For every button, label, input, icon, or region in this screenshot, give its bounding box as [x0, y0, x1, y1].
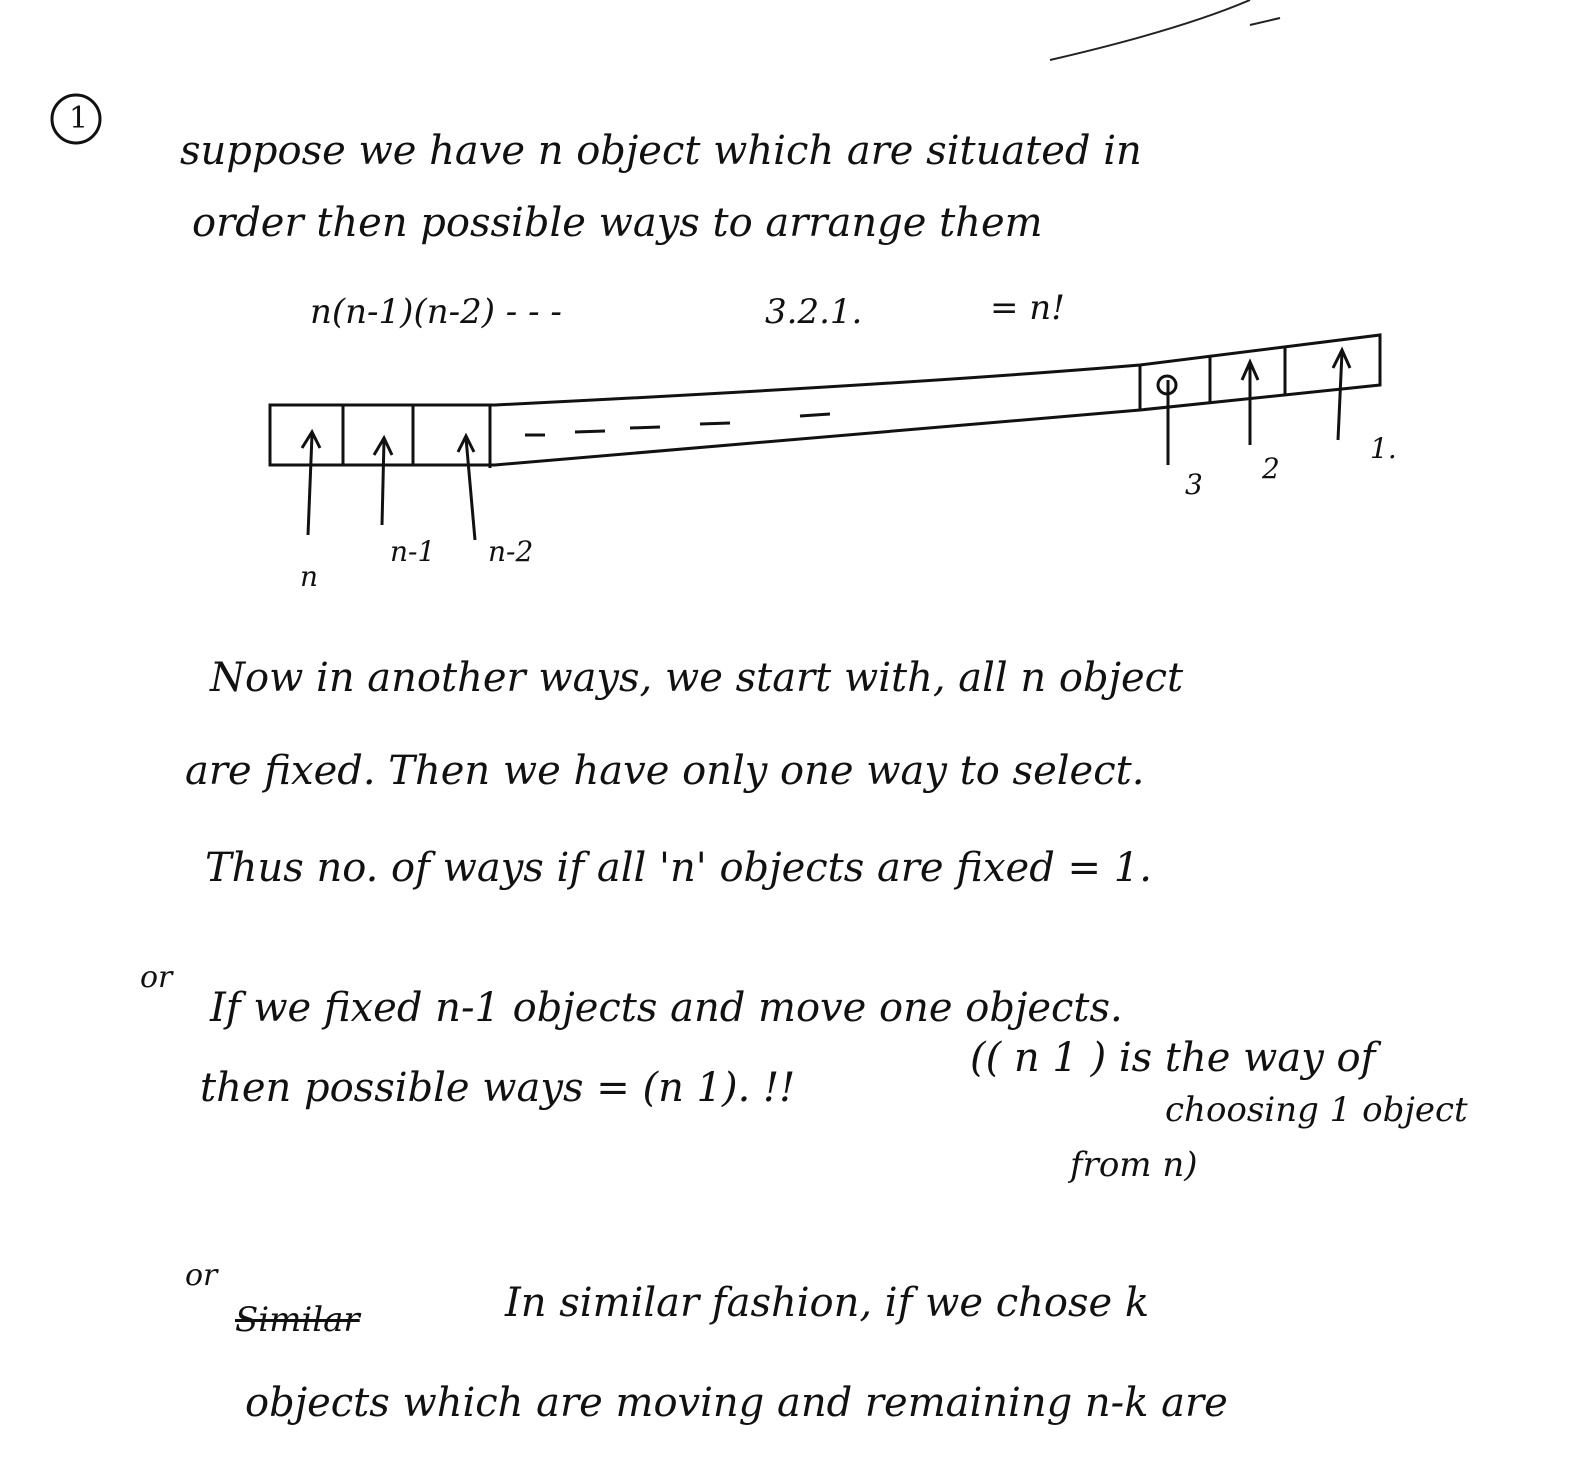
label-1: 1. — [1370, 432, 1397, 465]
label-n-1: n-1 — [390, 535, 436, 568]
or-marker-2: or — [185, 1258, 218, 1293]
text-paragraph-6: choosing 1 object — [1165, 1090, 1468, 1130]
text-line-2: order then possible ways to arrange them — [192, 200, 1043, 246]
text-line-1: suppose we have n object which are situated in — [180, 128, 1142, 174]
text-paragraph-7: from n) — [1070, 1145, 1198, 1185]
arrow-n-1 — [382, 440, 384, 525]
arrow-n — [308, 435, 312, 535]
question-number: 1 — [69, 101, 89, 136]
arrow-1 — [1338, 352, 1342, 440]
struck-word: Similar — [235, 1300, 360, 1340]
strip-outline — [270, 335, 1380, 465]
text-paragraph-3: Thus no. of ways if all 'n' objects are fixed = 1. — [205, 845, 1152, 891]
label-n: n — [300, 560, 319, 593]
label-3: 3 — [1185, 468, 1203, 501]
text-paragraph-9: objects which are moving and remaining n-k are — [245, 1380, 1228, 1426]
label-n-2: n-2 — [488, 535, 534, 568]
formula-left: n(n-1)(n-2) - - - — [310, 292, 562, 332]
text-paragraph-2: are fixed. Then we have only one way to select. — [185, 748, 1145, 794]
formula-right: = n! — [990, 288, 1065, 328]
text-paragraph-5a: then possible ways = (n 1). !! — [200, 1065, 796, 1111]
formula-mid: 3.2.1. — [765, 292, 863, 332]
arrow-n-2 — [466, 438, 475, 540]
text-paragraph-8: In similar fashion, if we chose k — [505, 1280, 1150, 1326]
text-paragraph-1: Now in another ways, we start with, all n object — [210, 655, 1184, 701]
text-paragraph-4: If we fixed n-1 objects and move one objects. — [210, 985, 1123, 1031]
label-2: 2 — [1262, 452, 1280, 485]
or-marker-1: or — [140, 960, 173, 995]
text-paragraph-5b: (( n 1 ) is the way of — [970, 1035, 1376, 1081]
